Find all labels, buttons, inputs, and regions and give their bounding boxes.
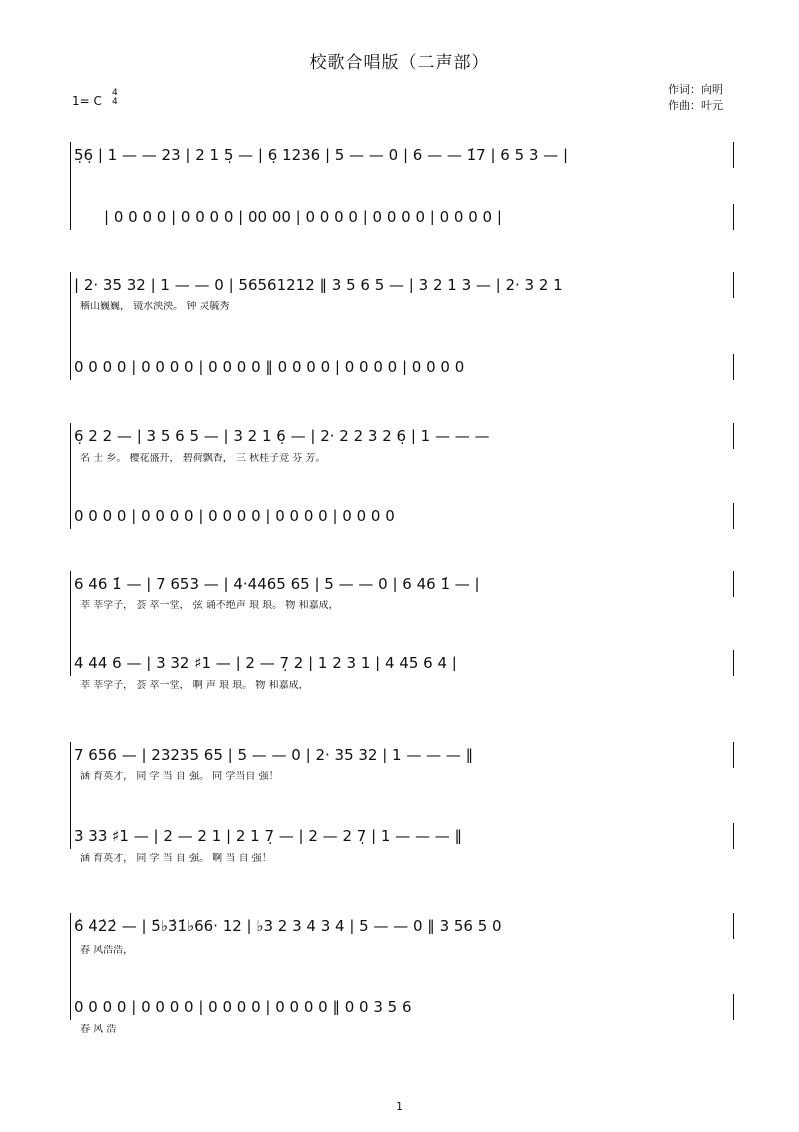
composer-credit: 作曲：叶元 [668, 99, 723, 112]
time-sig-top: 4 [112, 88, 118, 98]
upper-voice-notes: 7 656 — | 23235 65 | 5 — — 0 | 2· 35 32 | 1 — — — ‖ [74, 748, 474, 763]
upper-voice-lyrics: 稽山巍巍， 镜水泱泱。 钟 灵毓秀 [80, 301, 230, 312]
lower-voice-notes: 4 44 6 — | 3 32 ♯1 — | 2 — 7̣ 2 | 1 2 3 1 | 4 45 6 4 | [74, 656, 457, 671]
system-bracket [70, 142, 71, 230]
lower-voice-lyrics: 涵 育英才， 同 学 当 自 强。 啊 当 自 强！ [80, 853, 272, 864]
upper-voice-lyrics: 涵 育英才， 同 学 当 自 强。 同 学当自 强！ [80, 771, 279, 782]
time-sig-bottom: 4 [112, 97, 118, 107]
upper-voice-notes: 5̣6̣ | 1 — — 23 | 2 1 5̣ — | 6̣ 1236 | 5 — — 0 | 6 — — 1̇7 | 6 5 3 — | [74, 148, 569, 163]
score-title: 校歌合唱版（二声部） [309, 53, 490, 73]
upper-voice-lyrics: 春 风浩浩， [80, 945, 134, 956]
key-signature: 1= C [72, 94, 102, 108]
page-number: 1 [396, 1100, 403, 1113]
upper-voice-notes: 6̣ 2 2 — | 3 5 6 5 — | 3 2 1 6̣ — | 2· 2 2 3 2 6̣ | 1 — — — [74, 429, 490, 444]
credits [668, 82, 723, 114]
system-bracket [70, 272, 71, 380]
system-bracket [70, 423, 71, 529]
system-bracket [70, 571, 71, 676]
upper-voice-lyrics: 莘 莘学子， 荟 萃一堂， 弦 诵不绝声 琅 琅。 物 和嘉成， [80, 600, 339, 611]
time-signature [112, 89, 118, 107]
upper-voice-notes: 6̇ 4̇2̇2̇ — | 5̇♭3̇1̇♭66· 12 | ♭3 2 3 4 3 4 | 5 — — 0 ‖ 3 56 5 0 [74, 919, 502, 934]
lower-voice-notes: 0 0 0 0 | 0 0 0 0 | 0 0 0 0 ‖ 0 0 0 0 | 0 0 0 0 | 0 0 0 0 [74, 360, 465, 375]
system-bracket [70, 742, 71, 849]
upper-voice-lyrics: 名 士 乡。 樱花盛开， 碧荷飘香， 三 秋桂子竞 芬 芳。 [80, 453, 326, 464]
lower-voice-lyrics: 莘 莘学子， 荟 萃一堂， 啊 声 琅 琅。 物 和嘉成， [80, 680, 309, 691]
lyricist-credit: 作词：向明 [668, 83, 723, 96]
lower-voice-lyrics: 春 风 浩 [80, 1024, 117, 1035]
lower-voice-notes: 0 0 0 0 | 0 0 0 0 | 0 0 0 0 | 0 0 0 0 ‖ 0 0 3 5 6 [74, 1000, 412, 1015]
lower-voice-notes: 3 33 ♯1 — | 2 — 2 1 | 2 1 7̣ — | 2 — 2 7̣ | 1 — — — ‖ [74, 829, 463, 844]
upper-voice-notes: | 2· 35 32 | 1 — — 0 | 56561212 ‖ 3 5 6 5 — | 3 2 1 3 — | 2· 3 2 1 [74, 278, 563, 293]
lower-voice-notes: | 0 0 0 0 | 0 0 0 0 | 00 00 | 0 0 0 0 | 0 0 0 0 | 0 0 0 0 | [104, 210, 502, 225]
upper-voice-notes: 6 46 1̇ — | 7 653 — | 4·4465 65 | 5 — — 0 | 6 46 1̇ — | [74, 577, 480, 592]
system-bracket [70, 913, 71, 1020]
lower-voice-notes: 0 0 0 0 | 0 0 0 0 | 0 0 0 0 | 0 0 0 0 | 0 0 0 0 [74, 509, 395, 524]
